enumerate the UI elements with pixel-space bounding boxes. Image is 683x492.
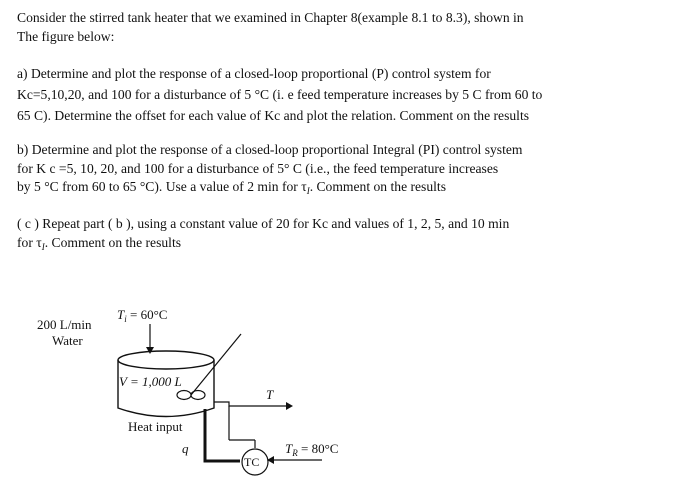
heater-element (205, 409, 240, 461)
part-c-line: ( c ) Repeat part ( b ), using a constant value of 20 for Kc and values of 1, 2, 5, and 10 min (17, 216, 510, 231)
flow-rate-label: 200 L/min (37, 317, 92, 332)
part-b-line-text: by 5 °C from 60 to 65 °C). Use a value of 2 min for τ (17, 179, 307, 194)
agitator-paddle (191, 391, 205, 400)
heat-symbol-label: q (182, 441, 189, 456)
part-b-line (17, 178, 522, 201)
tank-top (118, 351, 214, 369)
tau-subscript: I (306, 186, 310, 196)
heat-input-label: Heat input (128, 419, 183, 434)
intro-line: Consider the stirred tank heater that we examined in Chapter 8(example 8.1 to 8.3), shown in (17, 10, 524, 25)
part-c-line-tail: . Comment on the results (44, 234, 182, 250)
water-label: Water (52, 333, 83, 348)
tau-subscript: I (41, 241, 45, 252)
setpoint-subscript: R (292, 448, 298, 458)
intro-line: The figure below: (17, 29, 115, 44)
part-b-line: for K c =5, 10, 20, and 100 for a disturbance of 5° C (i.e., the feed temperature increases (17, 160, 499, 176)
inlet-arrowhead (146, 347, 154, 354)
tank-volume-label: V = 1,000 L (119, 374, 182, 389)
part-c-line (17, 234, 509, 257)
inlet-temperature-label (117, 307, 167, 327)
intro-paragraph (17, 8, 524, 46)
part-a-line: Kc=5,10,20, and 100 for a disturbance of 5 °C (i. e feed temperature increases by 5 C from 60 to (17, 87, 543, 102)
controller-label: TC (244, 455, 260, 469)
setpoint-symbol: T (285, 441, 293, 456)
inlet-temp-value: = 60°C (126, 307, 168, 322)
part-a-line: a) Determine and plot the response of a closed-loop proportional (P) control system for (17, 66, 491, 81)
part-c-paragraph (17, 215, 509, 256)
setpoint-label (285, 441, 338, 461)
part-b-line-tail: . Comment on the results (309, 179, 446, 194)
part-a-line: 65 C). Determine the offset for each value of Kc and plot the relation. Comment on the results (17, 108, 530, 123)
outlet-arrowhead (286, 402, 293, 410)
outlet-temperature-label: T (266, 387, 274, 402)
part-b-line: b) Determine and plot the response of a closed-loop proportional Integral (PI) control system (17, 142, 523, 157)
part-b-paragraph (17, 141, 522, 201)
agitator-paddle (177, 391, 191, 400)
inlet-temp-subscript: i (124, 314, 127, 324)
part-a-paragraph (17, 63, 542, 126)
stirred-tank-diagram (0, 290, 683, 487)
tank-schematic (0, 290, 683, 487)
agitator-shaft (191, 334, 241, 395)
part-c-line-text: for τ (17, 234, 42, 250)
inlet-temp-symbol: T (117, 307, 125, 322)
setpoint-value: = 80°C (297, 441, 339, 456)
outlet-line (214, 402, 288, 406)
